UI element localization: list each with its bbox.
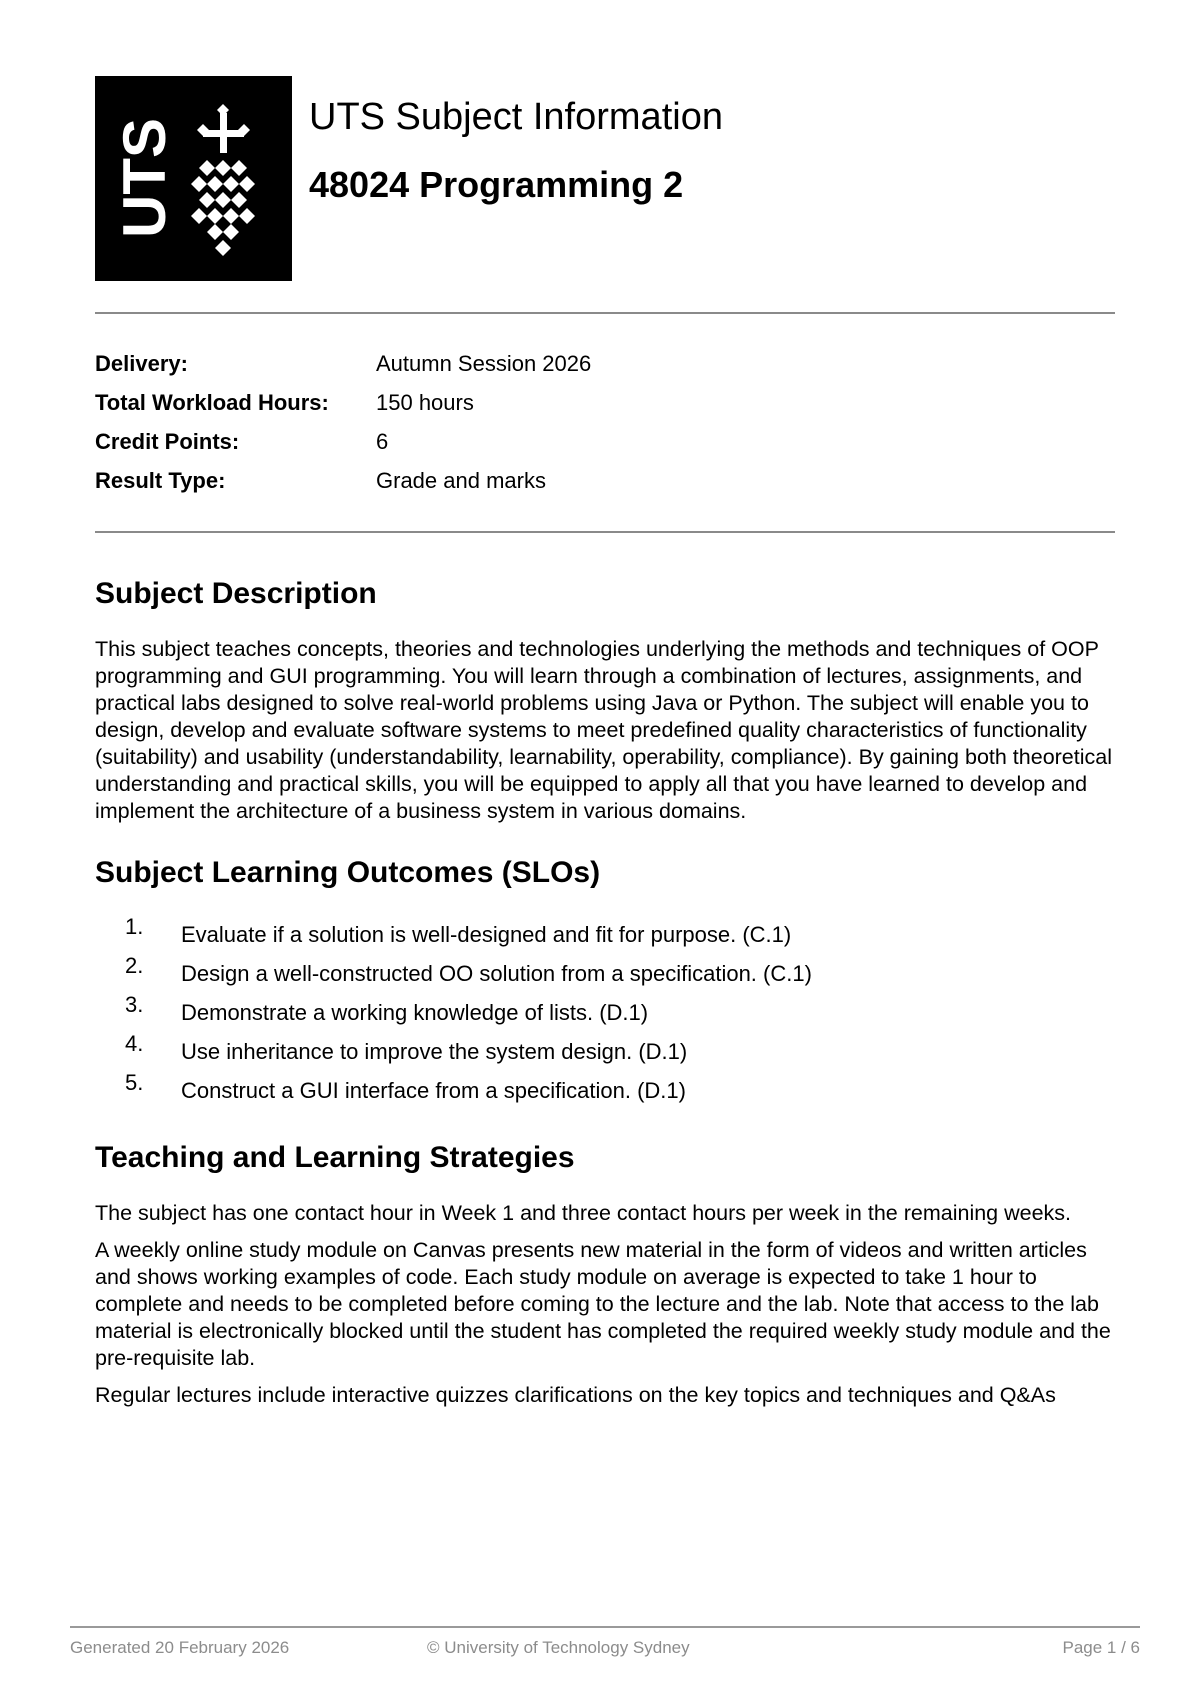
meta-row-credit [95,422,1115,461]
section-heading: Teaching and Learning Strategies [95,1141,575,1174]
subject-title: 48024 Programming 2 [309,164,684,205]
footer-page-number: Page 1 / 6 [1062,1638,1140,1657]
uts-logo-mark [95,76,292,281]
list-number: 1. [125,914,144,939]
meta-row-workload [95,383,1115,422]
list-item [95,993,1125,1032]
section-heading: Subject Learning Outcomes (SLOs) [95,856,601,889]
list-text: Use inheritance to improve the system design. (D.1) [181,1039,688,1064]
strategies-paragraph: The subject has one contact hour in Week 1 and three contact hours per week in the remaining weeks. [95,1201,1072,1225]
list-item [95,1071,1125,1110]
description-paragraph: This subject teaches concepts, theories and technologies underlying the methods and techniques of OOP programming and GUI programming. You will learn through a combination of lectures, assignments, and practical labs designed to solve real-world problems using Java or Python. The subject will enable you to design, develop and evaluate software systems to meet predefined quality characteristics of functionality (suitability) and usability (understandability, learnability, operability, compliance). By gaining both theoretical understanding and practical skills, you will be equipped to apply all that you have learned to develop and implement the architecture of a business system in various domains. [95,637,1112,823]
document-title: UTS Subject Information [309,96,723,138]
teaching-strategies-section [95,1138,1125,1409]
meta-label: Credit Points: [95,429,240,454]
list-number: 3. [125,992,144,1017]
list-item [95,1032,1125,1071]
meta-label: Result Type: [95,468,226,493]
outcomes-list [95,915,1125,1110]
footer-copyright: © University of Technology Sydney [427,1638,690,1657]
logo-emblem [191,104,255,256]
strategies-paragraph: A weekly online study module on Canvas presents new material in the form of videos and written articles and shows working examples of code. Each study module on average is expected to take 1 hour to complete and needs to be completed before coming to the lecture and the lab. Note that access to the lab material is electronically blocked until the student has completed the required weekly study module and the pre-requisite lab. [95,1238,1111,1370]
meta-value: Grade and marks [376,468,546,493]
list-item [95,954,1125,993]
logo-letters: UTS [111,118,178,238]
header-divider [95,312,1115,314]
list-text: Evaluate if a solution is well-designed and fit for purpose. (C.1) [181,922,792,947]
uts-logo [95,76,292,281]
learning-outcomes-section [95,853,1125,1110]
meta-row-delivery [95,344,1115,383]
strategies-paragraph: Regular lectures include interactive quizzes clarifications on the key topics and techniques and Q&As [95,1383,1056,1407]
list-text: Design a well-constructed OO solution from a specification. (C.1) [181,961,812,986]
main-content [95,574,1125,1437]
list-text: Construct a GUI interface from a specification. (D.1) [181,1078,686,1103]
list-number: 5. [125,1070,144,1095]
list-number: 4. [125,1031,144,1056]
section-heading: Subject Description [95,577,377,610]
meta-label: Delivery: [95,351,188,376]
meta-row-result-type [95,461,1115,500]
meta-value: 150 hours [376,390,474,415]
footer-generated-date: Generated 20 February 2026 [70,1638,290,1657]
meta-label: Total Workload Hours: [95,390,329,415]
meta-divider [95,531,1115,533]
list-number: 2. [125,953,144,978]
meta-value: Autumn Session 2026 [376,351,592,376]
subject-meta [95,344,1115,500]
meta-value: 6 [376,429,389,454]
subject-description-section [95,574,1125,825]
list-text: Demonstrate a working knowledge of lists. (D.1) [181,1000,649,1025]
page-footer [70,1626,1140,1657]
list-item [95,915,1125,954]
